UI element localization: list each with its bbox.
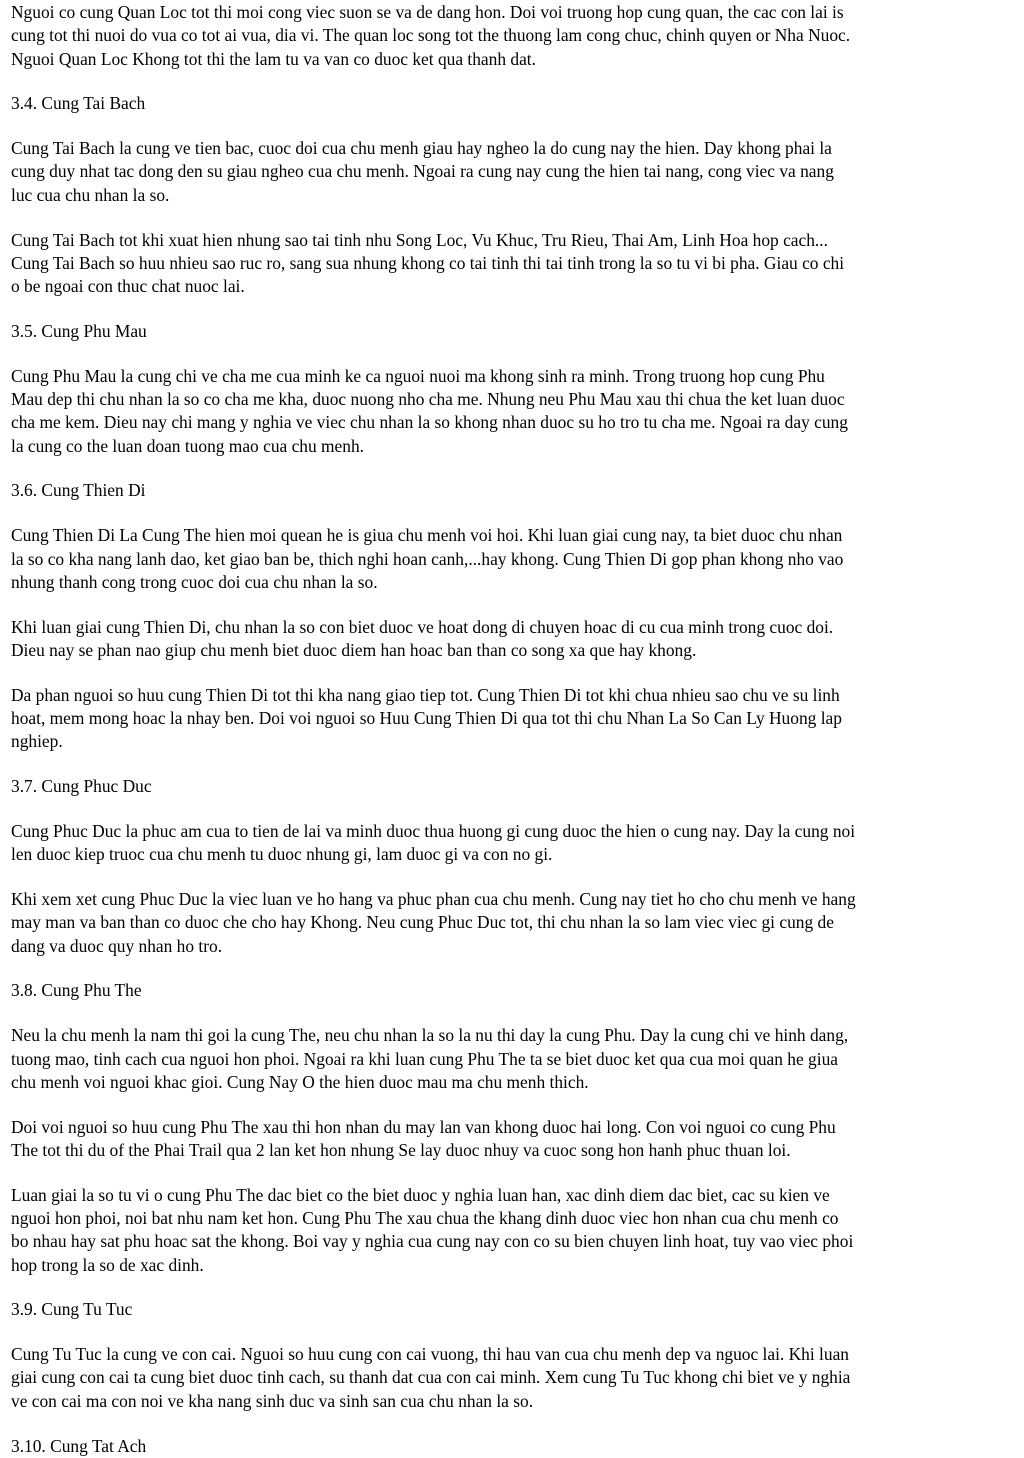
text-line: Dieu nay se phan nao giup chu menh biet duoc diem han hoac ban than co song xa que hay khong.	[11, 639, 697, 660]
text-line: The tot thi du of the Phai Trail qua 2 lan ket hon nhung Se lay duoc nhuy va cuoc song hon hanh phuc thuan loi.	[11, 1139, 791, 1160]
text-line: 3.9. Cung Tu Tuc	[11, 1299, 133, 1320]
paragraph	[11, 1024, 1016, 1094]
text-line: Doi voi nguoi so huu cung Phu The xau thi hon nhan du may lan van khong duoc hai long. Con voi nguoi co cung Phu	[11, 1116, 836, 1137]
text-line: dang va duoc quy nhan ho tro.	[11, 935, 223, 956]
text-line: hoat, mem mong hoac la nhay ben. Doi voi nguoi so Huu Cung Thien Di qua tot thi chu Nhan La So Can Ly Huong lap	[11, 708, 842, 729]
text-line: la cung co the luan doan tuong mao cua chu menh.	[11, 435, 365, 456]
paragraph	[11, 888, 1016, 958]
text-line: ve con cai ma con noi ve kha nang sinh duc va sinh san cua chu nhan la so.	[11, 1390, 534, 1411]
text-line: Nguoi co cung Quan Loc tot thi moi cong viec suon se va de dang hon. Doi voi truong hop cung quan, the cac con lai is	[11, 2, 844, 22]
text-line: Cung Tai Bach so huu nhieu sao ruc ro, sang sua nhung khong co tai tinh thi tai tinh trong la so tu vi bi pha. Giau co chi	[11, 252, 845, 273]
paragraph	[11, 137, 1016, 207]
text-line: 3.10. Cung Tat Ach	[11, 1435, 147, 1456]
text-line: 3.7. Cung Phuc Duc	[11, 776, 152, 797]
text-line: Cung Tu Tuc la cung ve con cai. Nguoi so huu cung con cai vuong, thi hau van cua chu menh dep va nguoc lai. Khi luan	[11, 1344, 849, 1365]
section-heading	[11, 1298, 1016, 1321]
text-line: 3.4. Cung Tai Bach	[11, 93, 146, 114]
paragraph	[11, 365, 1016, 458]
text-line: nhung thanh cong trong cuoc doi cua chu nhan la so.	[11, 571, 378, 592]
paragraph	[11, 1, 1016, 71]
paragraph	[11, 524, 1016, 594]
text-line: giai cung con cai ta cung biet duoc tinh cach, su thanh dat cua con cai minh. Xem cung Tu Tuc khong chi biet ve y nghia	[11, 1367, 851, 1388]
section-heading	[11, 479, 1016, 502]
text-line: 3.5. Cung Phu Mau	[11, 320, 147, 341]
text-line: luc cua chu nhan la so.	[11, 184, 170, 205]
text-line: cung duy nhat tac dong den su giau ngheo cua chu menh. Ngoai ra cung nay cung the hien tai nang, cong viec va nang	[11, 161, 834, 182]
section-heading	[11, 1435, 1016, 1458]
paragraph	[11, 616, 1016, 663]
text-line: Mau dep thi chu nhan la so co cha me kha, duoc nuong nho cha me. Nhung neu Phu Mau xau thi chua the ket luan duoc	[11, 389, 845, 410]
section-heading	[11, 92, 1016, 115]
text-line: Nguoi Quan Loc Khong tot thi the lam tu va van co duoc ket qua thanh dat.	[11, 48, 536, 69]
text-line: nguoi hon phoi, noi bat nhu nam ket hon. Cung Phu The xau chua the khang dinh duoc viec hon nhan cua chu menh co	[11, 1207, 839, 1228]
text-line: Cung Thien Di La Cung The hien moi quean he is giua chu menh voi hoi. Khi luan giai cung nay, ta biet duoc chu nhan	[11, 525, 843, 546]
text-line: la so co kha nang lanh dao, ket giao ban be, thich nghi hoan canh,...hay khong. Cung Thien Di gop phan khong nho vao	[11, 548, 844, 569]
text-line: nghiep.	[11, 731, 63, 752]
text-line: bo nhau hay sat phu hoac sat the khong. Boi vay y nghia cua cung nay con co su bien chuyen linh hoat, tuy vao viec phoi	[11, 1231, 854, 1252]
text-line: Cung Phuc Duc la phuc am cua to tien de lai va minh duoc thua huong gi cung duoc the hien o cung nay. Day la cung noi	[11, 820, 856, 841]
document-page	[0, 1, 1024, 1456]
text-line: len duoc kiep truoc cua chu menh tu duoc nhung gi, lam duoc gi va con no gi.	[11, 844, 553, 865]
text-line: chu menh voi nguoi khac gioi. Cung Nay O the hien duoc mau ma chu menh thich.	[11, 1071, 589, 1092]
text-line: cha me kem. Dieu nay chi mang y nghia ve viec chu nhan la so khong nhan duoc su ho tro tu cha me. Ngoai ra day cung	[11, 412, 848, 433]
text-line: Khi xem xet cung Phuc Duc la viec luan ve ho hang va phuc phan cua chu menh. Cung nay tiet ho cho chu menh ve hang	[11, 889, 856, 910]
section-heading	[11, 320, 1016, 343]
section-heading	[11, 775, 1016, 798]
text-line: Cung Tai Bach la cung ve tien bac, cuoc doi cua chu menh giau hay ngheo la do cung nay the hien. Day khong phai la	[11, 138, 832, 159]
text-line: may man va ban than co duoc che cho hay Khong. Neu cung Phuc Duc tot, thi chu nhan la so lam viec viec gi cung de	[11, 912, 834, 933]
text-line: tuong mao, tinh cach cua nguoi hon phoi. Ngoai ra khi luan cung Phu The ta se biet duoc ket qua cua moi quan he giua	[11, 1048, 838, 1069]
text-line: Neu la chu menh la nam thi goi la cung The, neu chu nhan la so la nu thi day la cung Phu. Day la cung chi ve hinh dang,	[11, 1025, 849, 1046]
paragraph	[11, 1343, 1016, 1413]
section-heading	[11, 979, 1016, 1002]
text-line: Cung Tai Bach tot khi xuat hien nhung sao tai tinh nhu Song Loc, Vu Khuc, Tru Rieu, Thai Am, Linh Hoa hop cach...	[11, 229, 828, 250]
text-line: Cung Phu Mau la cung chi ve cha me cua minh ke ca nguoi nuoi ma khong sinh ra minh. Trong truong hop cung Phu	[11, 365, 825, 386]
paragraph	[11, 229, 1016, 299]
text-line: 3.6. Cung Thien Di	[11, 480, 146, 501]
paragraph	[11, 820, 1016, 867]
text-line: Luan giai la so tu vi o cung Phu The dac biet co the biet duoc y nghia luan han, xac dinh diem dac biet, cac su kien ve	[11, 1184, 830, 1205]
paragraph	[11, 1116, 1016, 1163]
text-line: Da phan nguoi so huu cung Thien Di tot thi kha nang giao tiep tot. Cung Thien Di tot khi chua nhieu sao chu ve su linh	[11, 684, 840, 705]
text-line: hop trong la so de xac dinh.	[11, 1254, 204, 1275]
text-line: o be ngoai con thuc chat nuoc lai.	[11, 276, 245, 297]
paragraph	[11, 684, 1016, 754]
paragraph	[11, 1184, 1016, 1277]
text-line: Khi luan giai cung Thien Di, chu nhan la so con biet duoc ve hoat dong di chuyen hoac di cu cua minh trong cuoc doi.	[11, 616, 834, 637]
text-line: 3.8. Cung Phu The	[11, 980, 142, 1001]
text-line: cung tot thi nuoi do vua co tot ai vua, dia vi. The quan loc song tot the thuong lam cong chuc, chinh quyen or Nha Nuoc.	[11, 25, 851, 46]
